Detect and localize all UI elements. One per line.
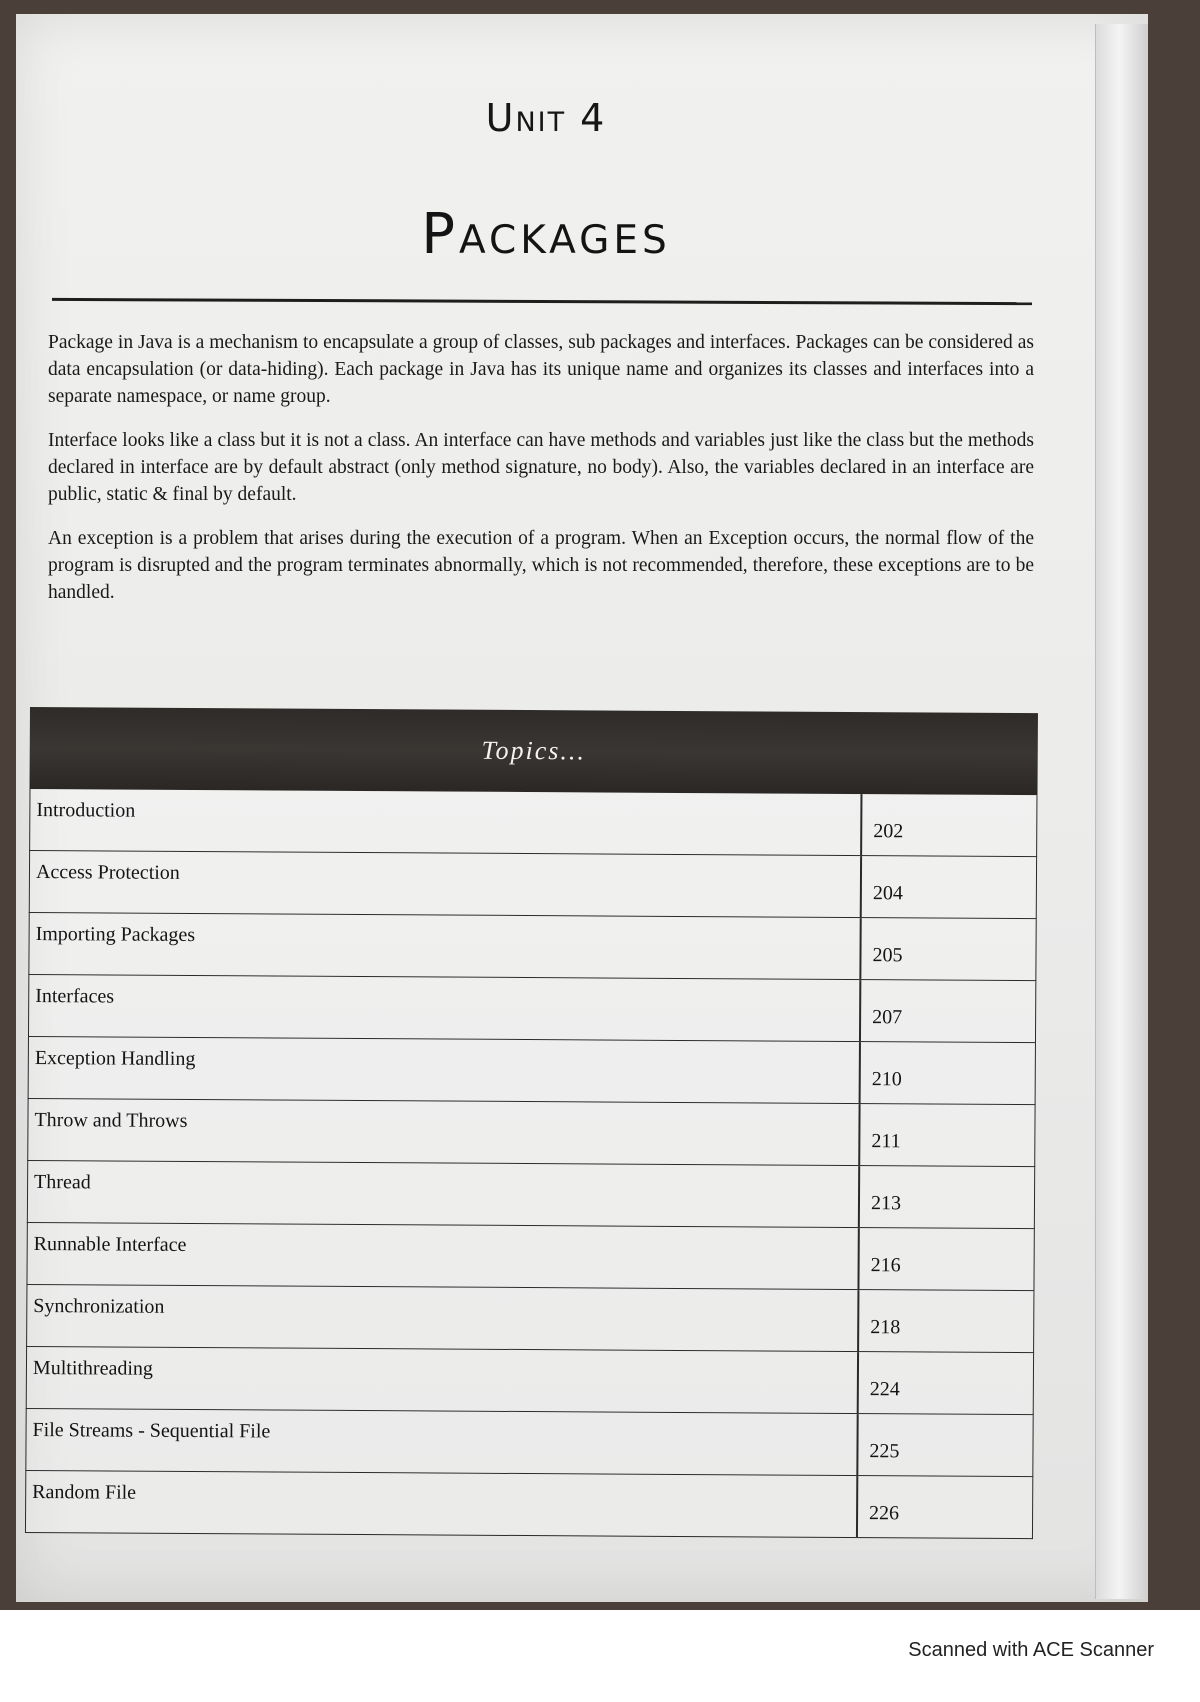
- column-divider: [857, 1352, 859, 1413]
- topic-row: [25, 1471, 1033, 1539]
- paragraph-exceptions: An exception is a problem that arises during the execution of a program. When an Exception occurs, the normal flow of the program is disrupted and the program terminates abnormally, which is not recommended, therefore, these exceptions are to be handled.: [48, 528, 1034, 603]
- column-divider: [859, 1042, 861, 1103]
- column-divider: [858, 1104, 860, 1165]
- topic-row: [26, 1347, 1034, 1415]
- topic-name: Importing Packages: [35, 923, 196, 947]
- topic-page-number: 210: [871, 1068, 902, 1091]
- topic-page-number: 211: [871, 1130, 901, 1153]
- topic-page-number: 225: [869, 1440, 900, 1463]
- column-divider: [858, 1166, 860, 1227]
- column-divider: [857, 1290, 859, 1351]
- topic-page-number: 218: [870, 1316, 901, 1339]
- document-page: [16, 14, 1148, 1602]
- topic-name: Throw and Throws: [34, 1109, 188, 1132]
- topic-row: [27, 1161, 1035, 1229]
- topic-row: [27, 1099, 1035, 1167]
- paragraph-interfaces: Interface looks like a class but it is not a class. An interface can have methods and variables just like the class but the methods declared in interface are by default abstract (only method signature, no body). Also, the variables declared in an interface are public, static & final by default.: [48, 430, 1034, 505]
- topic-row: [29, 789, 1037, 857]
- topic-row: [28, 913, 1036, 981]
- column-divider: [856, 1414, 858, 1475]
- topic-name: Interfaces: [35, 985, 115, 1008]
- topic-row: [29, 851, 1037, 919]
- topic-name: Introduction: [36, 799, 136, 822]
- topic-name: Multithreading: [32, 1357, 154, 1380]
- intro-text: [48, 329, 1034, 623]
- column-divider: [859, 980, 861, 1041]
- topic-page-number: 226: [869, 1502, 900, 1525]
- topic-row: [28, 1037, 1036, 1105]
- topic-name: Exception Handling: [34, 1047, 196, 1071]
- topic-row: [25, 1409, 1033, 1477]
- column-divider: [859, 918, 861, 979]
- topic-row: [26, 1285, 1034, 1353]
- column-divider: [856, 1476, 858, 1537]
- topic-row: [26, 1223, 1034, 1291]
- topic-name: Thread: [34, 1171, 91, 1194]
- topic-row: [28, 975, 1036, 1043]
- topic-name: Access Protection: [35, 861, 180, 884]
- topics-table: [25, 707, 1038, 1539]
- topic-name: File Streams - Sequential File: [32, 1419, 271, 1443]
- topic-page-number: 204: [872, 882, 903, 905]
- column-divider: [857, 1228, 859, 1289]
- topic-page-number: 216: [870, 1254, 901, 1277]
- topic-name: Random File: [32, 1481, 137, 1504]
- topic-page-number: 213: [870, 1192, 902, 1215]
- scanner-watermark: Scanned with ACE Scanner: [908, 1639, 1154, 1661]
- page-edge: [1095, 24, 1148, 1599]
- topic-page-number: 207: [872, 1006, 903, 1029]
- topics-header: Topics...: [29, 707, 1037, 795]
- column-divider: [860, 794, 862, 855]
- chapter-title: Packages: [421, 202, 671, 267]
- column-divider: [860, 856, 862, 917]
- topic-page-number: 205: [872, 944, 903, 967]
- topic-page-number: 202: [873, 820, 904, 843]
- title-rule: [52, 298, 1032, 305]
- topic-page-number: 224: [869, 1378, 900, 1401]
- paragraph-packages: Package in Java is a mechanism to encapsulate a group of classes, sub packages and interfaces. Packages can be considered as data encapsulation (or data-hiding). Each package in Java has its unique name and organizes its classes and interfaces into a separate namespace, or name group.: [48, 332, 1034, 407]
- topic-name: Runnable Interface: [33, 1233, 187, 1256]
- unit-label: Unit 4: [485, 96, 607, 140]
- topic-name: Synchronization: [33, 1295, 165, 1318]
